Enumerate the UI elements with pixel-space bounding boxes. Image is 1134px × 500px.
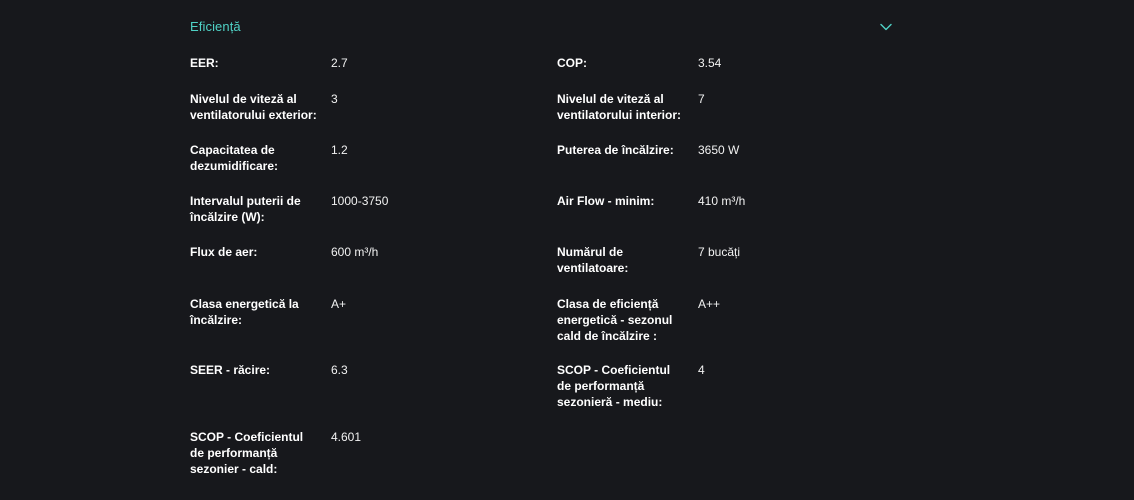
spec-label: Flux de aer: — [190, 245, 258, 259]
spec-value: 1.2 — [331, 143, 348, 157]
section-title: Eficiență — [190, 19, 241, 34]
spec-value: 3650 W — [698, 143, 740, 157]
spec-value: 7 bucăți — [698, 245, 741, 259]
spec-value: 1000-3750 — [331, 194, 389, 208]
efficiency-section — [190, 0, 894, 476]
spec-label: COP: — [557, 56, 587, 70]
spec-label: Clasa energetică la încălzire: — [190, 297, 299, 327]
spec-label: Air Flow - minim: — [557, 194, 655, 208]
spec-label: Numărul de ventilatoare: — [557, 245, 629, 275]
spec-value: 6.3 — [331, 363, 348, 377]
spec-value: 3.54 — [698, 56, 722, 70]
spec-label: Puterea de încălzire: — [557, 143, 674, 157]
spec-label: SEER - răcire: — [190, 363, 271, 377]
spec-value: A++ — [698, 297, 721, 311]
spec-value: A+ — [331, 297, 347, 311]
spec-label: Capacitatea de dezumidificare: — [190, 143, 279, 173]
spec-label: Nivelul de viteză al ventilatorului exterior: — [190, 92, 317, 122]
spec-value: 2.7 — [331, 56, 348, 70]
spec-value: 4 — [698, 363, 705, 377]
spec-label: Intervalul puterii de încălzire (W): — [190, 194, 301, 224]
spec-label: SCOP - Coeficientul de performanță sezonieră - mediu: — [557, 363, 671, 409]
spec-value: 3 — [331, 92, 338, 106]
spec-label: Clasa de eficiență energetică - sezonul cald de încălzire : — [557, 297, 673, 343]
spec-label: SCOP - Coeficientul de performanță sezonier - cald: — [190, 430, 304, 476]
chevron-down-icon[interactable] — [880, 19, 892, 29]
spec-value: 4.601 — [331, 430, 362, 444]
spec-label: Nivelul de viteză al ventilatorului interior: — [557, 92, 682, 122]
spec-value: 410 m³/h — [698, 194, 746, 208]
spec-value: 600 m³/h — [331, 245, 379, 259]
section-header-toggle[interactable] — [190, 0, 894, 50]
spec-value: 7 — [698, 92, 705, 106]
spec-label: EER: — [190, 56, 219, 70]
